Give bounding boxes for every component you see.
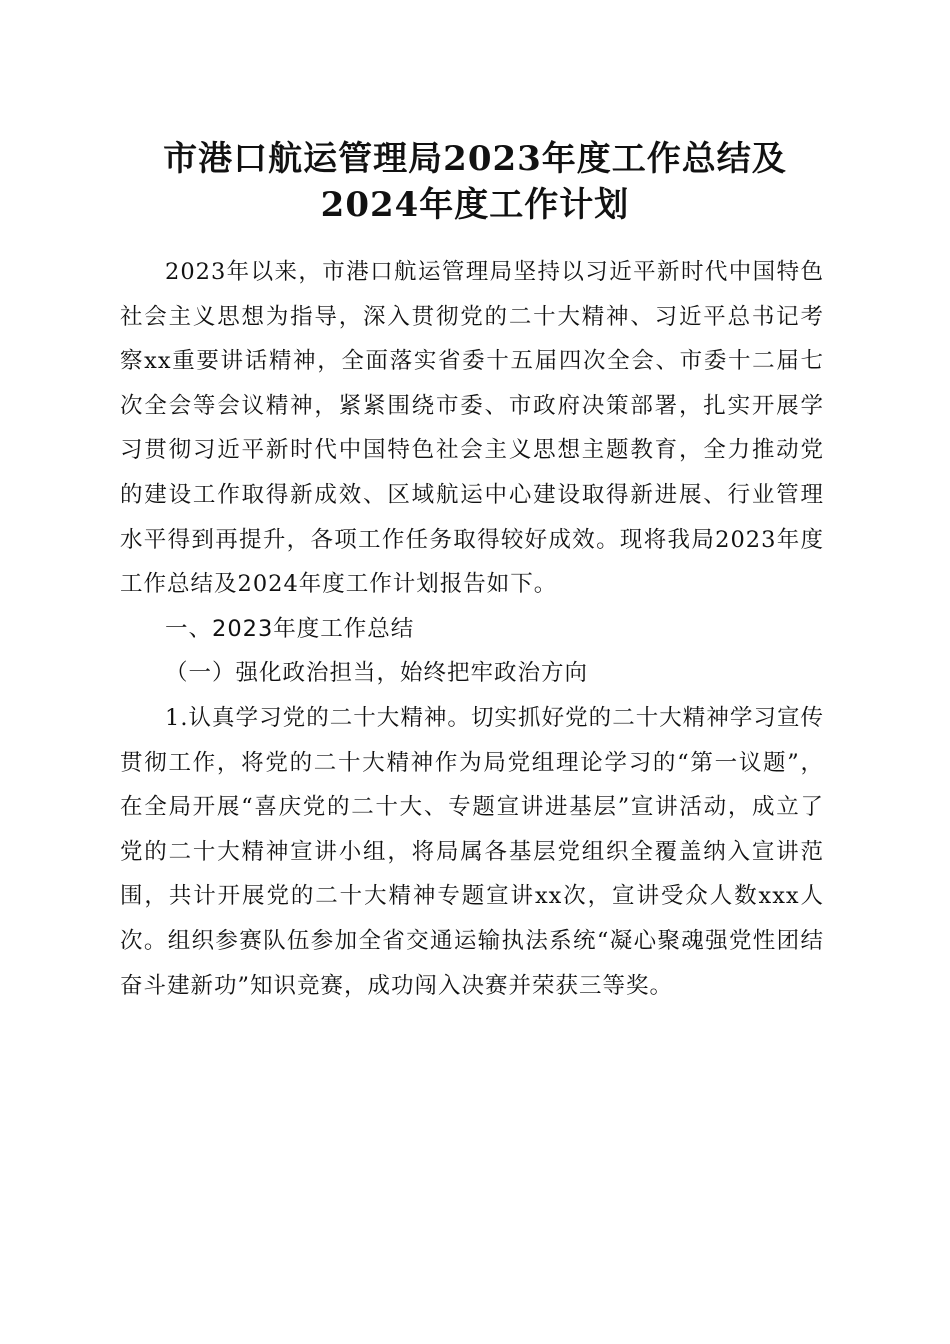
document-body (120, 250, 824, 1008)
subsection-heading: （一）强化政治担当，始终把牢政治方向 (165, 660, 589, 687)
intro-paragraph: 2023年以来，市港口航运管理局坚持以习近平新时代中国特色社会主义思想为指导，深入贯彻党的二十大精神、习近平总书记考察xx重要讲话精神，全面落实省委十五届四次全会、市委十二届七次全会等会议精神，紧紧围绕市委、市政府决策部署，扎实开展学习贯彻习近平新时代中国特色社会主义思想主题教育，全力推动党的建设工作取得新成效、区域航运中心建设取得新进展、行业管理水平得到再提升，各项工作任务取得较好成效。现将我局2023年度工作总结及2024年度工作计划报告如下。 (120, 259, 824, 598)
document-title: 市港口航运管理局2023年度工作总结及2024年度工作计划 (163, 139, 787, 225)
section-heading: 一、2023年度工作总结 (165, 615, 415, 642)
item-paragraph: 1.认真学习党的二十大精神。切实抓好党的二十大精神学习宣传贯彻工作，将党的二十大精神作为局党组理论学习的“第一议题”，在全局开展“喜庆党的二十大、专题宣讲进基层”宣讲活动，成立了党的二十大精神宣讲小组，将局属各基层党组织全覆盖纳入宣讲范围，共计开展党的二十大精神专题宣讲xx次，宣讲受众人数xxx人次。组织参赛队伍参加全省交通运输执法系统“凝心聚魂强党性团结奋斗建新功”知识竞赛，成功闯入决赛并荣获三等奖。 (120, 704, 824, 999)
